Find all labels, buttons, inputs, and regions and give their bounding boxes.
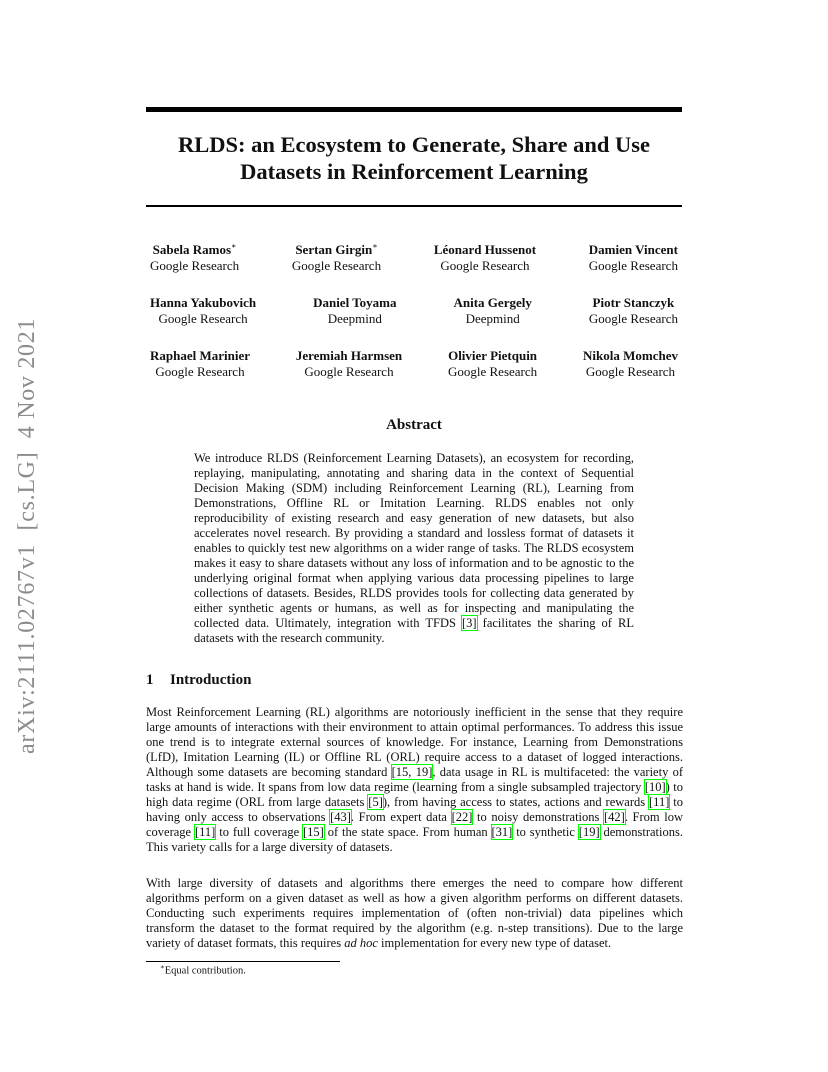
title-top-rule (146, 107, 682, 112)
author (434, 242, 536, 295)
author-affiliation: Google Research (585, 364, 676, 379)
author-row (150, 295, 678, 348)
author (313, 295, 396, 348)
author (150, 295, 256, 348)
footnote-rule (146, 961, 340, 962)
author (454, 295, 532, 348)
paragraph-text: to synthetic (512, 825, 579, 839)
title-bottom-rule (146, 205, 682, 207)
citation-link[interactable]: [11] (649, 795, 670, 809)
paragraph-text: Most Reinforcement Learning (RL) algorithms are notoriously inefficient in the sense that they require large amounts of interactions with their environment to attain optimal performances. To address this issue one trend is to integrate external sources of knowledge. For instance, Learning from Demonstrations (LfD), Imitation Learning (IL) or Offline RL (ORL) require access to a dataset of logged interactions. Although some datasets are becoming standard (146, 705, 683, 779)
author (589, 295, 678, 348)
citation-link[interactable]: [11] (194, 825, 216, 839)
author-affiliation: Google Research (440, 258, 530, 273)
author-row (150, 242, 678, 295)
paper-title: RLDS: an Ecosystem to Generate, Share and Use Datasets in Reinforcement Learning (177, 132, 651, 184)
paragraph-text: . From expert data (350, 810, 452, 824)
citation-link[interactable]: [42] (604, 810, 625, 824)
paragraph-text: to full coverage (215, 825, 304, 839)
paragraph-text: to noisy demonstrations (472, 810, 604, 824)
author-affiliation: Deepmind (327, 311, 382, 326)
citation-link[interactable]: [15] (303, 825, 324, 839)
author (292, 242, 381, 295)
paragraph-text: demonstrations. This variety calls for a large diversity of datasets. (146, 825, 683, 854)
citation-link[interactable]: [43] (330, 810, 351, 824)
paragraph-text: to having only access to observations (146, 795, 683, 824)
equal-contribution-mark: ∗ (231, 241, 237, 251)
author-affiliation: Google Research (588, 311, 678, 326)
intro-paragraph-1 (146, 705, 683, 855)
author-name: Olivier Pietquin (448, 348, 538, 363)
citation-link[interactable]: [5] (368, 795, 383, 809)
citation-link[interactable]: [10] (644, 780, 666, 794)
author-block (150, 242, 678, 401)
author-name: Anita Gergely (453, 295, 532, 310)
citation-link[interactable]: [15, 19] (391, 765, 433, 779)
author-affiliation: Google Research (447, 364, 538, 379)
author-affiliation: Deepmind (465, 311, 520, 326)
citation-link[interactable]: [31] (491, 825, 513, 839)
paragraph-text: ), from having access to states, actions and rewards (382, 795, 649, 809)
author-row (150, 348, 678, 401)
author (589, 242, 678, 295)
author-affiliation: Google Research (588, 258, 678, 273)
citation-link[interactable]: [3] (462, 616, 477, 630)
citation-link[interactable]: [22] (451, 810, 473, 824)
author-affiliation: Google Research (158, 311, 248, 326)
author-name: Raphael Marinier (150, 348, 251, 363)
author (150, 242, 239, 295)
author-name: Sabela Ramos∗ (152, 241, 237, 257)
abstract-heading: Abstract (386, 417, 442, 433)
equal-contribution-mark: ∗ (372, 241, 378, 251)
author-affiliation: Google Research (155, 364, 245, 379)
author-name: Daniel Toyama (313, 295, 397, 310)
abstract-text: We introduce RLDS (Reinforcement Learning Datasets), an ecosystem for recording, replaying, manipulating, annotating and sharing data in the context of Sequential Decision Making (SDM) including Reinforcement Learning (RL), Learning from Demonstrations, Offline RL or Imitation Learning. RLDS enables not only reproducibility of existing research and easy generation of new datasets, but also accelerates novel research. By providing a standard and lossless format of datasets it enables to quickly test new algorithms on a wider range of tasks. The RLDS ecosystem makes it easy to share datasets without any loss of information and to be agnostic to the underlying original format when applying various data processing pipelines to large collections of datasets. Besides, RLDS provides tools for collecting data generated by either synthetic agents or humans, as well as for inspecting and manipulating the collected data. Ultimately, integration with TFDS [3] facilitates the sharing of RL datasets with the research community. (194, 451, 634, 645)
author (448, 348, 537, 401)
section-heading (146, 672, 251, 689)
author-name: Damien Vincent (588, 242, 678, 257)
paragraph-text: of the state space. From human (323, 825, 492, 839)
intro-paragraph-2: With large diversity of datasets and algorithms there emerges the need to compare how different algorithms perform on a given dataset as well as how a given algorithm performs on different datasets. Conducting such experiments requires implementation of (often non-trivial) data pipelines which transform the dataset to the format required by the algorithm (e.g. n-step transitions). Due to the large variety of dataset formats, this requires ad hoc implementation for every new type of dataset. (146, 876, 683, 950)
paragraph-text: . From low coverage (146, 810, 683, 839)
author-affiliation: Google Research (304, 364, 394, 379)
author-affiliation: Google Research (291, 258, 382, 273)
author-name: Piotr Stanczyk (592, 295, 675, 310)
author (296, 348, 402, 401)
author-affiliation: Google Research (150, 258, 240, 273)
paragraph-text: ) to high data regime (ORL from large datasets (146, 780, 683, 809)
citation-link[interactable]: [19] (578, 825, 600, 839)
paragraph-text: , data usage in RL is multifaceted: the variety of tasks at hand is wide. It spans from low data regime (learning from a single subsampled trajectory (146, 765, 684, 794)
author-name: Nikola Momchev (583, 348, 678, 363)
author-name: Sertan Girgin∗ (295, 241, 378, 257)
section-title: Introduction (170, 672, 252, 688)
author-name: Léonard Hussenot (433, 242, 537, 257)
footnote: ∗Equal contribution. (160, 963, 246, 977)
section-number: 1 (146, 672, 154, 688)
author-name: Jeremiah Harmsen (295, 348, 403, 363)
author (583, 348, 678, 401)
emphasis-text: ad hoc (344, 936, 378, 950)
author (150, 348, 250, 401)
author-name: Hanna Yakubovich (150, 295, 257, 310)
arxiv-identifier: arXiv:2111.02767v1 [cs.LG] 4 Nov 2021 (14, 317, 40, 754)
